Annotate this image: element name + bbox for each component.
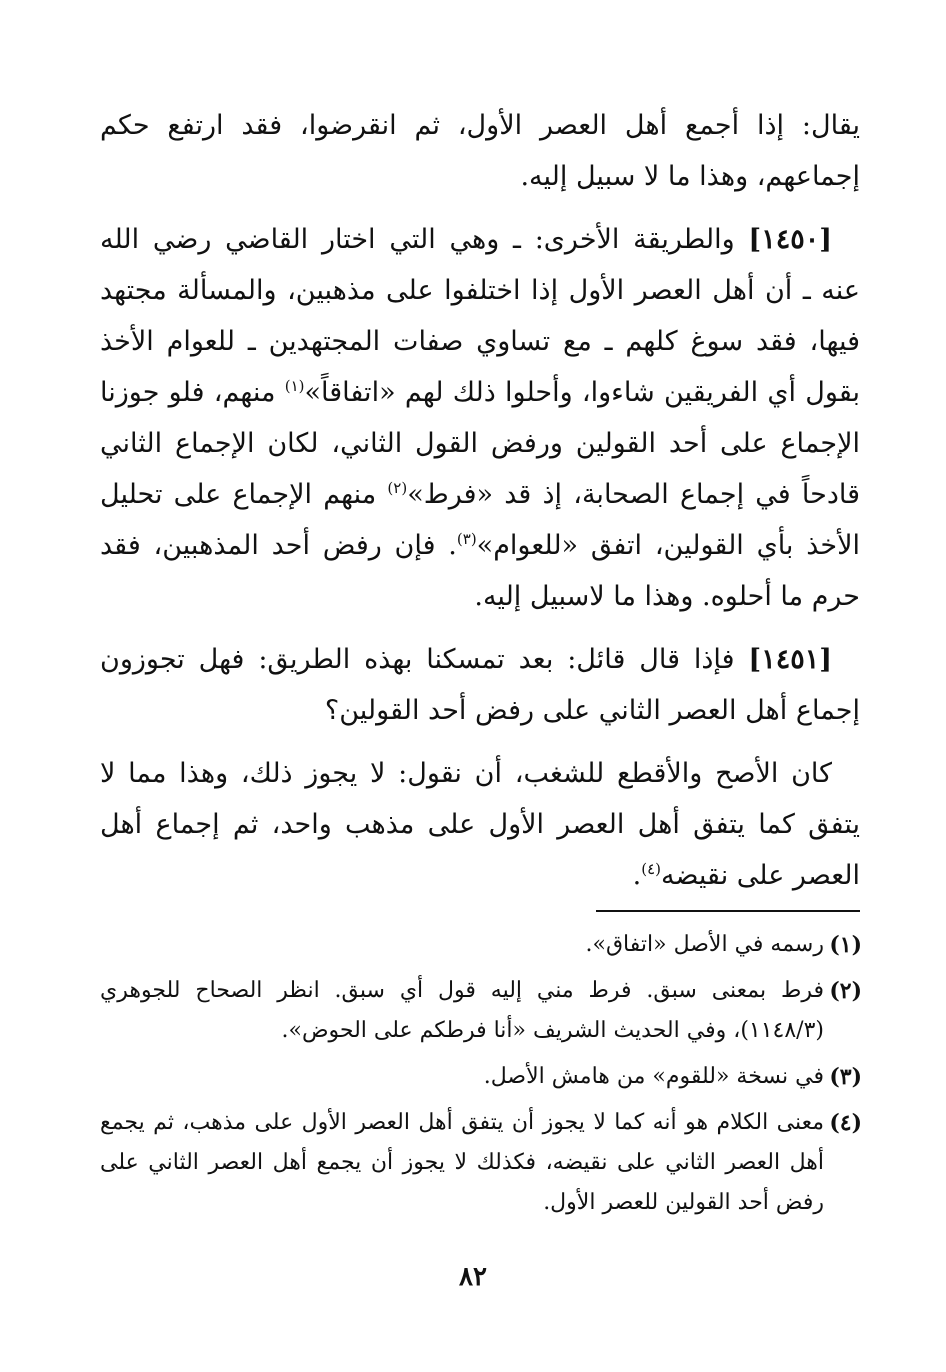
paragraph-1450-text-d: . فإن رفض أحد المذهبين، فقد حرم ما أحلوه. وهذا ما لاسبيل إليه. — [100, 530, 860, 612]
paragraph-1450 — [100, 214, 860, 622]
footnote-number: (٤) — [829, 1110, 862, 1136]
paragraph-1450-text-a: والطريقة الأخرى: ـ وهي التي اختار القاضي رضي الله عنه ـ أن أهل العصر الأول إذا اختلفوا على مذهبين، والمسألة مجتهد فيها، فقد سوغ كلهم ـ مع تساوي صفات المجتهدين ـ للعوام الأخذ بقول أي الفريقين شاءوا، وأحلوا ذلك لهم «اتفاقاً» — [100, 224, 860, 408]
footnote-number: (٢) — [829, 978, 862, 1004]
footnote-number: (١) — [829, 932, 862, 958]
footnote-ref-4: (٤) — [641, 860, 661, 878]
page-number: ٨٢ — [459, 1262, 487, 1292]
paragraph-1 — [100, 100, 860, 202]
footnote-3 — [100, 1057, 862, 1097]
paragraph-answer-tail: . — [632, 860, 642, 891]
footnote-2 — [100, 971, 862, 1051]
footnote-ref-3: (٣) — [456, 530, 477, 548]
footnote-ref-2: (٢) — [387, 479, 408, 497]
main-text — [100, 100, 860, 913]
paragraph-number-1450: [١٤٥٠] — [748, 224, 832, 255]
footnote-4 — [100, 1103, 862, 1223]
paragraph-1450-text-c: منهم الإجماع على تحليل الأخذ بأي القولين، اتفق «للعوام» — [100, 479, 860, 561]
footnote-text: رسمه في الأصل «اتفاق». — [585, 932, 824, 957]
footnotes — [100, 925, 862, 1229]
paragraph-answer — [100, 748, 860, 901]
paragraph-answer-text: كان الأصح والأقطع للشغب، أن نقول: لا يجوز ذلك، وهذا مما لا يتفق كما يتفق أهل العصر الأول على مذهب واحد، ثم إجماع أهل العصر على نقيضه — [100, 758, 860, 891]
footnote-ref-1: (١) — [284, 377, 305, 395]
paragraph-1451 — [100, 634, 860, 736]
footnote-text: فرط بمعنى سبق. فرط مني إليه قول أي سبق. انظر الصحاح للجوهري (١١٤٨/٣)، وفي الحديث الشريف «أنا فرطكم على الحوض». — [100, 978, 824, 1043]
footnote-text: معنى الكلام هو أنه كما لا يجوز أن يتفق أهل العصر الأول على مذهب، ثم يجمع أهل العصر الثاني على نقيضه، فكذلك لا يجوز أن يجمع أهل العصر الثاني على رفض أحد القولين للعصر الأول. — [100, 1110, 824, 1215]
paragraph-1-text: يقال: إذا أجمع أهل العصر الأول، ثم انقرضوا، فقد ارتفع حكم إجماعهم، وهذا ما لا سبيل إليه. — [100, 110, 860, 192]
footnote-separator — [596, 910, 860, 912]
footnote-text: في نسخة «للقوم» من هامش الأصل. — [483, 1064, 824, 1089]
paragraph-1451-text: فإذا قال قائل: بعد تمسكنا بهذه الطريق: فهل تجوزون إجماع أهل العصر الثاني على رفض أحد القولين؟ — [100, 644, 860, 726]
paragraph-1450-text-b: منهم، فلو جوزنا الإجماع على أحد القولين ورفض القول الثاني، لكان الإجماع الثاني قادحاً في إجماع الصحابة، إذ قد «فرط» — [100, 377, 860, 510]
footnote-1 — [100, 925, 862, 965]
paragraph-number-1451: [١٤٥١] — [748, 644, 832, 675]
footnote-number: (٣) — [829, 1064, 862, 1090]
